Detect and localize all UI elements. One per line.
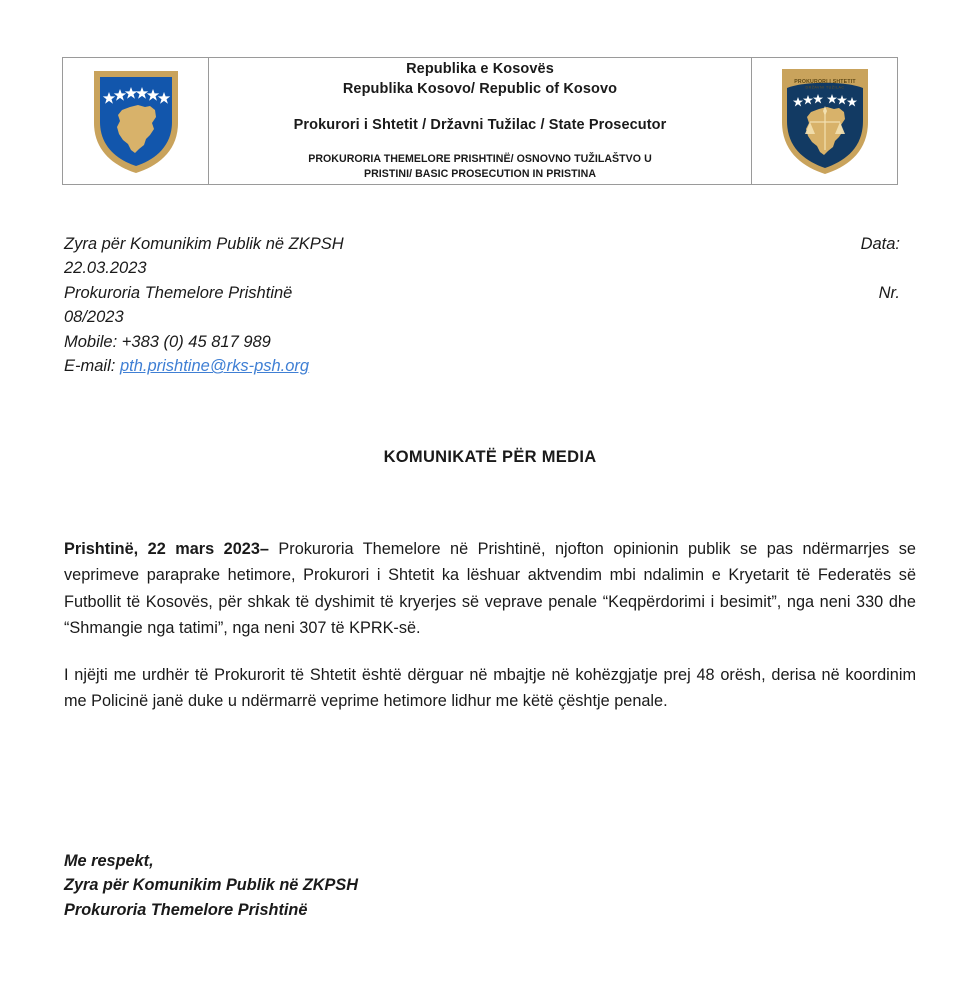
meta-row-office (64, 232, 900, 256)
letterhead-center-cell (209, 58, 752, 185)
letterhead-institution-line: Prokurori i Shtetit / Državni Tužilac / State Prosecutor (293, 117, 667, 134)
state-prosecutor-emblem-icon (776, 58, 874, 184)
letterhead-left-cell (63, 58, 209, 185)
contact-meta-block (64, 232, 900, 378)
letterhead-country-sq: Republika e Kosovës (406, 61, 554, 78)
letterhead-office-line-a: PROKURORIA THEMELORE PRISHTINË/ OSNOVNO TUŽILAŠTVO U (308, 153, 652, 166)
coat-of-arms-kosovo-icon (88, 59, 184, 183)
signature-closing: Me respekt, (64, 852, 154, 870)
document-body (64, 536, 916, 714)
meta-row-prosecution (64, 281, 900, 305)
office-name: Zyra për Komunikim Publik në ZKPSH (64, 235, 344, 253)
paragraph-1-text: Prokuroria Themelore në Prishtinë, njofton opinionin publik se pas ndërmarrjes se veprimeve paraprake hetimore, Prokurori i Shtetit ka lëshuar aktvendim mbi ndalimin e Kryetarit të Federatës së Futbollit të Kosovës, për shkak të dyshimit të kryerjes së veprave penale “Keqpërdorimi i besimit”, nga neni 330 dhe “Shmangie nga tatimi”, nga neni 307 të KPRK-së. (64, 540, 916, 638)
signature-prosecution: Prokuroria Themelore Prishtinë (64, 900, 308, 919)
letterhead-office-line-b: PRISTINI/ BASIC PROSECUTION IN PRISTINA (363, 167, 597, 180)
svg-text:DRŽAVNI TUŽILAC: DRŽAVNI TUŽILAC (805, 85, 844, 90)
date-value: 22.03.2023 (64, 259, 147, 278)
letterhead-table (62, 57, 898, 185)
email-label: E-mail: (64, 357, 116, 376)
date-label: Data: (860, 235, 900, 253)
meta-row-number (64, 305, 900, 329)
signature-office: Zyra për Komunikim Publik në ZKPSH (64, 876, 359, 895)
meta-row-date (64, 256, 900, 280)
paragraph-2: I njëjti me urdhër të Prokurorit të Shtetit është dërguar në mbajtje në kohëzgjatje prej 48 orësh, derisa në koordinim me Policinë janë duke u ndërmarrë veprime hetimore lidhur me këtë çështje penale. (64, 665, 916, 710)
letterhead-country-line (209, 60, 751, 99)
meta-row-email (64, 354, 900, 378)
prosecution-name: Prokuroria Themelore Prishtinë (64, 283, 293, 302)
letterhead-office-line (209, 152, 751, 182)
page-title: KOMUNIKATË PËR MEDIA (383, 448, 597, 466)
email-link[interactable]: pth.prishtine@rks-psh.org (119, 357, 310, 376)
svg-text:PROKURORI I SHTETIT: PROKURORI I SHTETIT (793, 79, 856, 85)
mobile-number: Mobile: +383 (0) 45 817 989 (64, 332, 271, 351)
letterhead-right-cell (752, 58, 898, 185)
letterhead-country-sr-en: Republika Kosovo/ Republic of Kosovo (342, 80, 618, 97)
paragraph-1-lead: Prishtinë, 22 mars 2023– (64, 540, 269, 558)
meta-row-mobile (64, 330, 900, 354)
paragraph-1 (64, 536, 916, 642)
number-label: Nr. (878, 283, 900, 302)
number-value: 08/2023 (64, 308, 124, 327)
signature-block (64, 849, 358, 922)
